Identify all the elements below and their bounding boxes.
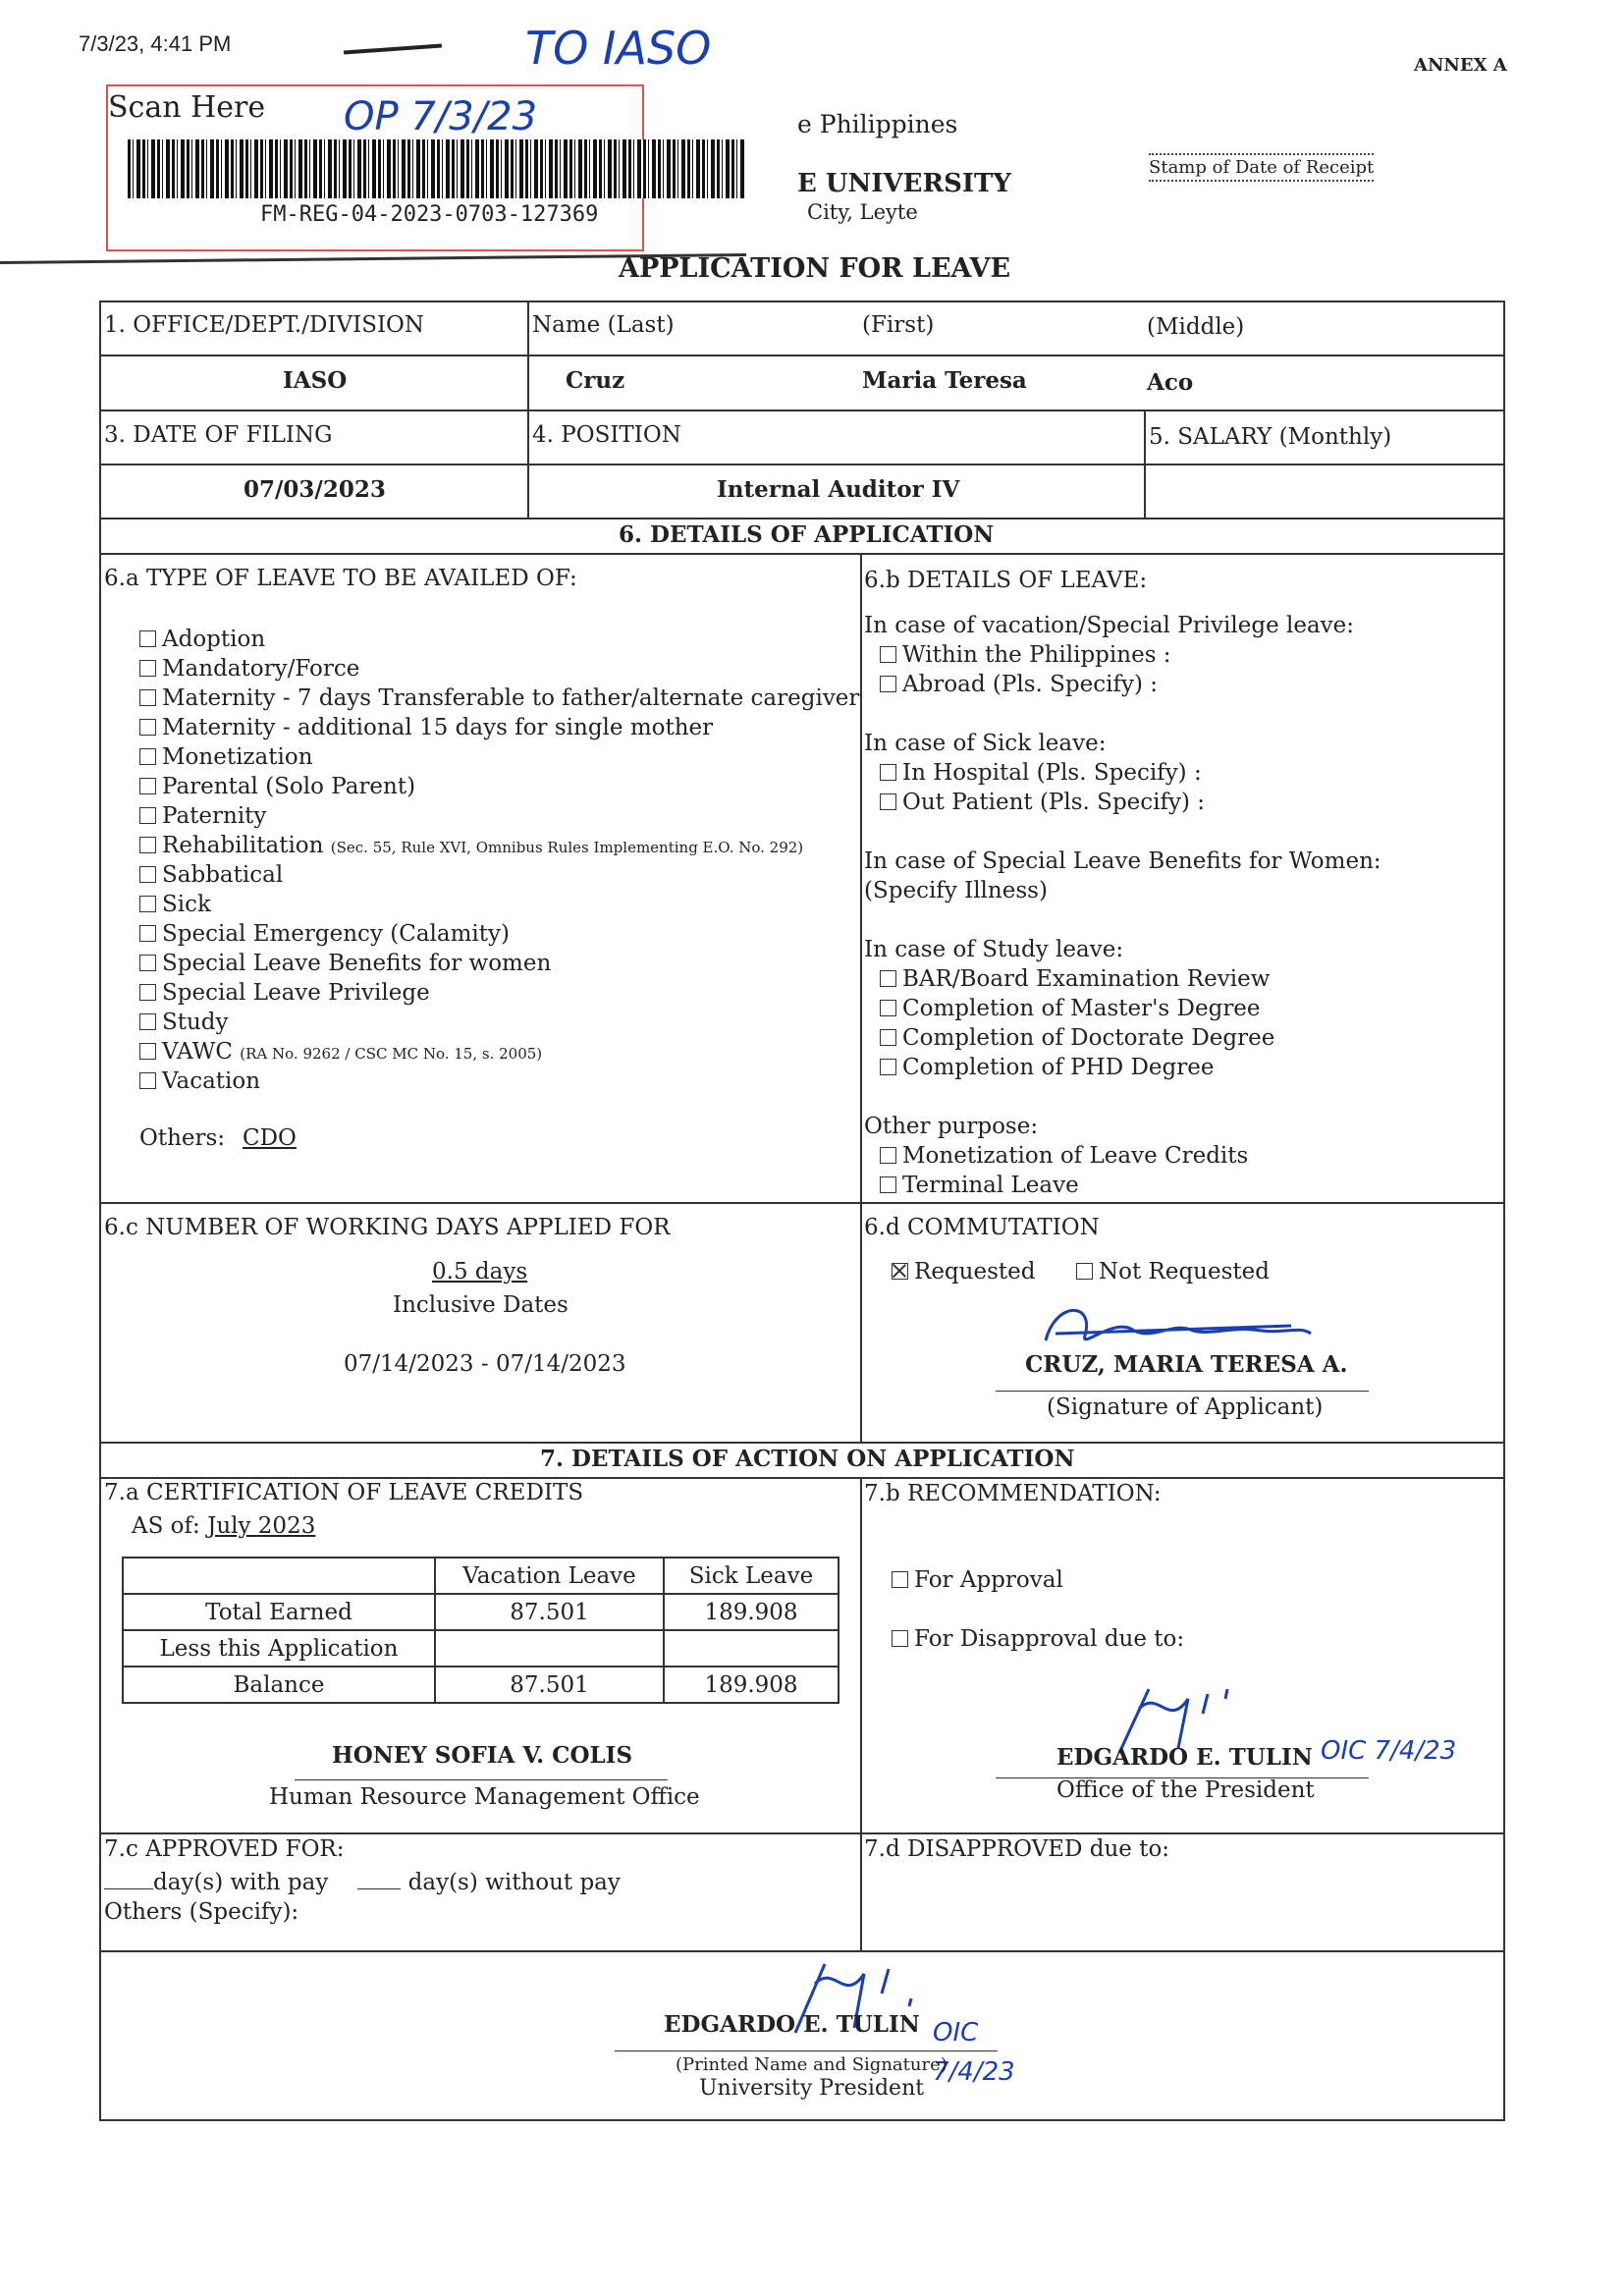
option-phd[interactable]: Completion of PHD Degree bbox=[864, 1053, 1381, 1082]
checkbox-icon[interactable] bbox=[139, 955, 156, 971]
option-out-patient[interactable]: Out Patient (Pls. Specify) : bbox=[864, 788, 1381, 817]
checkbox-icon[interactable] bbox=[880, 764, 896, 781]
leave-credits-table bbox=[122, 1557, 839, 1704]
hr-officer-name: HONEY SOFIA V. COLIS bbox=[332, 1742, 633, 1769]
barcode bbox=[128, 139, 746, 198]
checkbox-icon[interactable] bbox=[880, 1059, 896, 1075]
leave-option-sabbatical[interactable]: Sabbatical bbox=[139, 860, 859, 890]
checkbox-icon[interactable] bbox=[139, 1013, 156, 1030]
checkbox-icon[interactable] bbox=[880, 1147, 896, 1164]
leave-option-maternity-15[interactable]: Maternity - additional 15 days for single mother bbox=[139, 713, 859, 742]
checkbox-icon[interactable] bbox=[880, 646, 896, 663]
col-vacation-leave: Vacation Leave bbox=[435, 1558, 664, 1594]
women-specify: (Specify Illness) bbox=[864, 878, 1048, 903]
page-title: APPLICATION FOR LEAVE bbox=[619, 253, 1011, 284]
last-name-value: Cruz bbox=[566, 367, 625, 394]
date-filing-value: 07/03/2023 bbox=[244, 476, 386, 503]
table-row: Balance 87.501 189.908 bbox=[123, 1667, 839, 1703]
option-terminal-leave[interactable]: Terminal Leave bbox=[864, 1171, 1381, 1200]
working-days-value: 0.5 days bbox=[432, 1259, 528, 1285]
middle-name-value: Aco bbox=[1147, 369, 1194, 396]
leave-type-title: 6.a TYPE OF LEAVE TO BE AVAILED OF: bbox=[104, 566, 577, 591]
approved-for-title: 7.c APPROVED FOR: bbox=[104, 1836, 345, 1862]
checkbox-icon[interactable] bbox=[880, 1176, 896, 1193]
first-name-label: (First) bbox=[862, 312, 935, 338]
checkbox-icon[interactable] bbox=[139, 1043, 156, 1060]
header-country: e Philippines bbox=[797, 110, 958, 138]
position-label: 4. POSITION bbox=[532, 422, 681, 448]
applicant-signature-label: (Signature of Applicant) bbox=[1047, 1394, 1324, 1420]
hr-office: Human Resource Management Office bbox=[269, 1784, 700, 1810]
leave-option-parental[interactable]: Parental (Solo Parent) bbox=[139, 772, 859, 801]
option-monetization-credits[interactable]: Monetization of Leave Credits bbox=[864, 1141, 1381, 1171]
leave-option-study[interactable]: Study bbox=[139, 1008, 859, 1037]
checkbox-icon[interactable] bbox=[892, 1571, 908, 1588]
leave-details-list bbox=[864, 611, 1381, 1200]
leave-details-title: 6.b DETAILS OF LEAVE: bbox=[864, 568, 1148, 593]
checkbox-icon[interactable] bbox=[139, 866, 156, 883]
sick-heading: In case of Sick leave: bbox=[864, 731, 1107, 756]
rehab-note: (Sec. 55, Rule XVI, Omnibus Rules Implementing E.O. No. 292) bbox=[330, 839, 804, 856]
option-bar-review[interactable]: BAR/Board Examination Review bbox=[864, 964, 1381, 994]
table-header-row bbox=[123, 1558, 839, 1594]
stamp-receipt-label: Stamp of Date of Receipt bbox=[1149, 153, 1374, 182]
col-sick-leave: Sick Leave bbox=[664, 1558, 839, 1594]
checkbox-icon[interactable] bbox=[139, 630, 156, 647]
checkbox-icon[interactable] bbox=[139, 1072, 156, 1089]
checked-checkbox-icon[interactable] bbox=[892, 1263, 908, 1280]
printed-name-label: (Printed Name and Signature) bbox=[676, 2054, 947, 2075]
salary-label: 5. SALARY (Monthly) bbox=[1149, 424, 1392, 450]
checkbox-icon[interactable] bbox=[139, 748, 156, 765]
recommendation-title: 7.b RECOMMENDATION: bbox=[864, 1481, 1162, 1506]
checkbox-icon[interactable] bbox=[139, 837, 156, 853]
handwritten-initials: OP 7/3/23 bbox=[344, 94, 538, 139]
working-days-title: 6.c NUMBER OF WORKING DAYS APPLIED FOR bbox=[104, 1215, 671, 1240]
handwritten-routing: TO IASO bbox=[525, 22, 712, 75]
for-approval-option[interactable]: For Approval bbox=[892, 1567, 1063, 1593]
header-city: City, Leyte bbox=[807, 200, 918, 224]
leave-option-rehabilitation[interactable]: Rehabilitation (Sec. 55, Rule XVI, Omnibus Rules Implementing E.O. No. 292) bbox=[139, 831, 859, 860]
checkbox-icon[interactable] bbox=[880, 1000, 896, 1016]
table-row: Less this Application bbox=[123, 1630, 839, 1667]
checkbox-icon[interactable] bbox=[880, 676, 896, 692]
option-abroad[interactable]: Abroad (Pls. Specify) : bbox=[864, 670, 1381, 699]
inclusive-dates-label: Inclusive Dates bbox=[393, 1292, 568, 1318]
checkbox-icon[interactable] bbox=[139, 925, 156, 942]
office-label: 1. OFFICE/DEPT./DIVISION bbox=[104, 312, 425, 338]
scan-label: Scan Here bbox=[108, 90, 266, 125]
checkbox-icon[interactable] bbox=[139, 660, 156, 677]
office-value: IASO bbox=[283, 367, 348, 394]
leave-option-slb-women[interactable]: Special Leave Benefits for women bbox=[139, 949, 859, 978]
middle-name-label: (Middle) bbox=[1147, 314, 1245, 340]
checkbox-icon[interactable] bbox=[880, 1029, 896, 1046]
others-specify: Others (Specify): bbox=[104, 1899, 299, 1925]
last-name-label: Name (Last) bbox=[532, 312, 675, 338]
checkbox-icon[interactable] bbox=[139, 807, 156, 824]
vawc-note: (RA No. 9262 / CSC MC No. 15, s. 2005) bbox=[240, 1045, 543, 1063]
option-in-hospital[interactable]: In Hospital (Pls. Specify) : bbox=[864, 758, 1381, 788]
leave-option-vacation[interactable]: Vacation bbox=[139, 1066, 859, 1096]
checkbox-icon[interactable] bbox=[139, 778, 156, 794]
applicant-name: CRUZ, MARIA TERESA A. bbox=[1025, 1351, 1348, 1378]
checkbox-icon[interactable] bbox=[139, 689, 156, 706]
print-timestamp: 7/3/23, 4:41 PM bbox=[79, 31, 232, 56]
vacation-heading: In case of vacation/Special Privilege leave: bbox=[864, 613, 1355, 638]
days-without-pay[interactable]: day(s) without pay bbox=[407, 1870, 621, 1895]
other-purpose-heading: Other purpose: bbox=[864, 1114, 1039, 1139]
women-heading: In case of Special Leave Benefits for Women: bbox=[864, 848, 1381, 874]
leave-option-special-emergency[interactable]: Special Emergency (Calamity) bbox=[139, 919, 859, 949]
position-value: Internal Auditor IV bbox=[717, 476, 960, 503]
checkbox-icon[interactable] bbox=[139, 896, 156, 912]
leave-credits-title: 7.a CERTIFICATION OF LEAVE CREDITS bbox=[104, 1480, 584, 1505]
applicant-signature bbox=[1036, 1296, 1321, 1355]
inclusive-dates-value: 07/14/2023 - 07/14/2023 bbox=[344, 1351, 626, 1377]
section-7-header: 7. DETAILS OF ACTION ON APPLICATION bbox=[540, 1446, 1075, 1472]
first-name-value: Maria Teresa bbox=[862, 367, 1027, 394]
annex-label: ANNEX A bbox=[1414, 55, 1507, 76]
checkbox-icon[interactable] bbox=[880, 970, 896, 987]
leave-option-maternity-7[interactable]: Maternity - 7 days Transferable to father/alternate caregiver bbox=[139, 683, 859, 713]
leave-option-sick[interactable]: Sick bbox=[139, 890, 859, 919]
others-value[interactable]: CDO bbox=[243, 1125, 297, 1151]
option-masters[interactable]: Completion of Master's Degree bbox=[864, 994, 1381, 1023]
section-6-header: 6. DETAILS OF APPLICATION bbox=[619, 521, 995, 548]
leave-option-slp[interactable]: Special Leave Privilege bbox=[139, 978, 859, 1008]
others-label: Others: bbox=[139, 1125, 226, 1151]
as-of-value: July 2023 bbox=[207, 1513, 316, 1539]
recommender-handwritten-note: OIC 7/4/23 bbox=[1321, 1736, 1457, 1766]
pen-mark bbox=[344, 44, 442, 55]
leave-type-list bbox=[139, 625, 859, 1096]
checkbox-icon[interactable] bbox=[880, 793, 896, 810]
leave-option-monetization[interactable]: Monetization bbox=[139, 742, 859, 772]
as-of-label: AS of: July 2023 bbox=[132, 1513, 316, 1539]
leave-option-adoption[interactable]: Adoption bbox=[139, 625, 859, 654]
disapproved-title: 7.d DISAPPROVED due to: bbox=[864, 1836, 1170, 1862]
commutation-requested[interactable]: Requested bbox=[892, 1259, 1035, 1285]
days-with-pay[interactable]: day(s) with pay day(s) without pay bbox=[104, 1870, 621, 1895]
leave-option-mandatory[interactable]: Mandatory/Force bbox=[139, 654, 859, 683]
option-within-ph[interactable]: Within the Philippines : bbox=[864, 640, 1381, 670]
recommender-office: Office of the President bbox=[1056, 1777, 1315, 1803]
header-university: E UNIVERSITY bbox=[797, 169, 1011, 198]
for-disapproval-option[interactable]: For Disapproval due to: bbox=[892, 1626, 1184, 1652]
option-doctorate[interactable]: Completion of Doctorate Degree bbox=[864, 1023, 1381, 1053]
leave-option-paternity[interactable]: Paternity bbox=[139, 801, 859, 831]
table-row: Total Earned 87.501 189.908 bbox=[123, 1594, 839, 1630]
date-filing-label: 3. DATE OF FILING bbox=[104, 422, 333, 448]
president-position: University President bbox=[699, 2076, 925, 2101]
recommender-name: EDGARDO E. TULIN bbox=[1056, 1744, 1313, 1771]
study-heading: In case of Study leave: bbox=[864, 937, 1124, 962]
checkbox-icon[interactable] bbox=[1076, 1263, 1093, 1280]
president-handwritten-note: OIC 7/4/23 bbox=[933, 2018, 1015, 2087]
commutation-title: 6.d COMMUTATION bbox=[864, 1215, 1100, 1240]
checkbox-icon[interactable] bbox=[139, 984, 156, 1001]
commutation-not-requested[interactable]: Not Requested bbox=[1076, 1259, 1270, 1285]
checkbox-icon[interactable] bbox=[892, 1630, 908, 1647]
barcode-text: FM-REG-04-2023-0703-127369 bbox=[260, 202, 599, 227]
president-name: EDGARDO E. TULIN bbox=[664, 2011, 920, 2038]
leave-option-vawc[interactable]: VAWC (RA No. 9262 / CSC MC No. 15, s. 2005) bbox=[139, 1037, 859, 1066]
checkbox-icon[interactable] bbox=[139, 719, 156, 736]
